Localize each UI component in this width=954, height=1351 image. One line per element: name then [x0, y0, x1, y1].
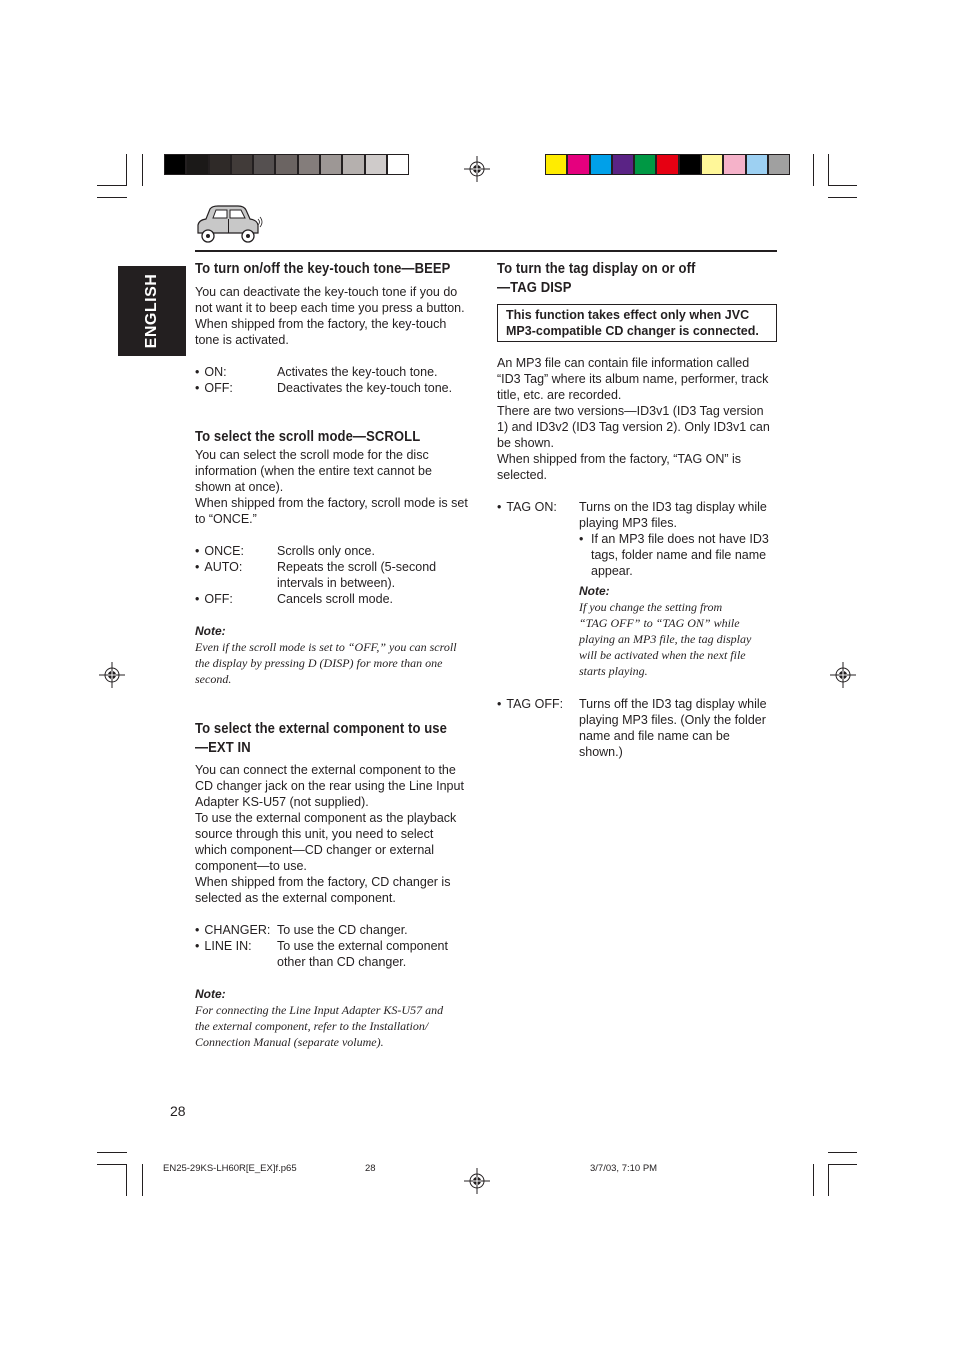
color-swatch: [231, 154, 253, 175]
tagdisp-section: [497, 260, 782, 298]
crop-mark: [97, 185, 127, 186]
tag-off-option: [497, 696, 782, 760]
color-swatch: [164, 154, 186, 175]
crop-mark: [828, 1152, 857, 1153]
color-swatch: [387, 154, 409, 175]
crop-mark: [97, 197, 127, 198]
crop-mark: [813, 1164, 814, 1196]
crop-mark: [828, 185, 857, 186]
footer-page: 28: [365, 1163, 376, 1174]
crop-mark: [828, 1164, 829, 1196]
list-item: • TAG OFF: Turns off the ID3 tag display while playing MP3 files. (Only the folder name and file name can be shown.): [497, 696, 782, 760]
language-tab: [118, 266, 186, 356]
registration-mark-icon: [99, 662, 125, 688]
tag-off-block: [497, 696, 782, 760]
scroll-options: [195, 543, 480, 607]
scroll-note: Even if the scroll mode is set to “OFF,” you can scroll the display by pressing D (DISP) for more than one second.: [195, 640, 457, 686]
tag-on-option: [497, 499, 782, 679]
color-swatch: [365, 154, 387, 175]
crop-mark: [828, 154, 829, 186]
extin-title: To select the external component to use —EXT IN: [195, 721, 447, 756]
list-item: • OFF: Cancels scroll mode.: [195, 591, 480, 607]
crop-mark: [142, 1164, 143, 1196]
language-label: ENGLISH: [143, 273, 160, 349]
footer-filename: EN25-29KS-LH60R[E_EX]f.p65: [163, 1163, 297, 1174]
list-item: • OFF: Deactivates the key-touch tone.: [195, 380, 480, 396]
crop-mark: [97, 1152, 127, 1153]
color-swatch: [768, 154, 790, 175]
crop-mark: [828, 1164, 857, 1165]
note-heading: Note:: [195, 987, 226, 1001]
registration-mark-icon: [464, 156, 490, 182]
scroll-section: [195, 428, 480, 687]
tagdisp-body: An MP3 file can contain file information called “ID3 Tag” where its album name, performer, track title, etc. are recorded. There are two versions—ID3v1 (ID3 Tag version 1) and ID3v2 (ID3 Tag version 2). Only ID3v1 can be shown. When shipped from the factory, “TAG ON” is selected.: [497, 356, 770, 482]
sub-bullet: • If an MP3 file does not have ID3 tags, folder name and file name appear.: [579, 532, 769, 578]
color-swatch: [209, 154, 231, 175]
crop-mark: [828, 197, 857, 198]
note-heading: Note:: [195, 624, 226, 638]
list-item: • ONCE: Scrolls only once.: [195, 543, 480, 559]
note-heading: Note:: [579, 584, 610, 598]
color-swatch: [679, 154, 701, 175]
color-swatch: [186, 154, 208, 175]
extin-section: [195, 720, 480, 1050]
color-bar: [545, 154, 790, 175]
gray-scale-bar: [164, 154, 409, 175]
tagdisp-body-block: [497, 355, 782, 679]
color-swatch: [723, 154, 745, 175]
color-swatch: [342, 154, 364, 175]
registration-mark-icon: [830, 662, 856, 688]
requirement-box: This function takes effect only when JVC MP3-compatible CD changer is connected.: [497, 304, 777, 342]
list-item: • TAG ON: Turns on the ID3 tag display while playing MP3 files. • If an MP3 file does not have ID3 tags, folder name and file name appear. Note: If you change the setting from “TAG OFF” to “TAG ON” while playing an MP3 file, the tag display will be activated when the next file starts playing.: [497, 499, 782, 679]
color-swatch: [656, 154, 678, 175]
extin-note: For connecting the Line Input Adapter KS-U57 and the external component, refer to the Installation/ Connection Manual (separate volume).: [195, 1003, 444, 1049]
color-swatch: [590, 154, 612, 175]
tagdisp-title: To turn the tag display on or off —TAG DISP: [497, 261, 696, 296]
list-item: • AUTO: Repeats the scroll (5-second intervals in between).: [195, 559, 480, 591]
beep-options: [195, 364, 480, 396]
beep-body: You can deactivate the key-touch tone if you do not want it to beep each time you press a button. When shipped from the factory, the key-touch tone is activated.: [195, 285, 465, 347]
scroll-body: You can select the scroll mode for the disc information (when the entire text cannot be shown at once). When shipped from the factory, scroll mode is set to “ONCE.”: [195, 448, 468, 526]
color-swatch: [545, 154, 567, 175]
crop-mark: [813, 154, 814, 186]
color-swatch: [612, 154, 634, 175]
tag-on-note: If you change the setting from “TAG OFF” to “TAG ON” while playing an MP3 file, the tag display will be activated when the next file starts playing.: [579, 600, 752, 678]
color-swatch: [253, 154, 275, 175]
crop-mark: [126, 1164, 127, 1196]
scroll-title: To select the scroll mode—SCROLL: [195, 429, 421, 445]
list-item: • ON: Activates the key-touch tone.: [195, 364, 480, 380]
color-swatch: [701, 154, 723, 175]
crop-mark: [97, 1164, 127, 1165]
crop-mark: [142, 154, 143, 186]
color-swatch: [275, 154, 297, 175]
page-number: 28: [170, 1103, 186, 1119]
section-rule: [195, 250, 777, 252]
list-item: • LINE IN: To use the external component other than CD changer.: [195, 938, 480, 970]
beep-section: [195, 260, 480, 396]
car-icon: [194, 203, 264, 245]
beep-title: To turn on/off the key-touch tone—BEEP: [195, 261, 451, 277]
color-swatch: [746, 154, 768, 175]
color-swatch: [567, 154, 589, 175]
registration-mark-icon: [464, 1168, 490, 1194]
color-swatch: [634, 154, 656, 175]
crop-mark: [126, 154, 127, 186]
extin-options: [195, 922, 480, 970]
extin-body: You can connect the external component to the CD changer jack on the rear using the Line Input Adapter KS-U57 (not supplied). To use the external component as the playback source through this unit, you need to select which component—CD changer or external component—to use. When shipped from the factory, CD changer is selected as the external component.: [195, 763, 464, 905]
list-item: • CHANGER: To use the CD changer.: [195, 922, 480, 938]
color-swatch: [320, 154, 342, 175]
color-swatch: [298, 154, 320, 175]
footer-date: 3/7/03, 7:10 PM: [590, 1163, 658, 1174]
